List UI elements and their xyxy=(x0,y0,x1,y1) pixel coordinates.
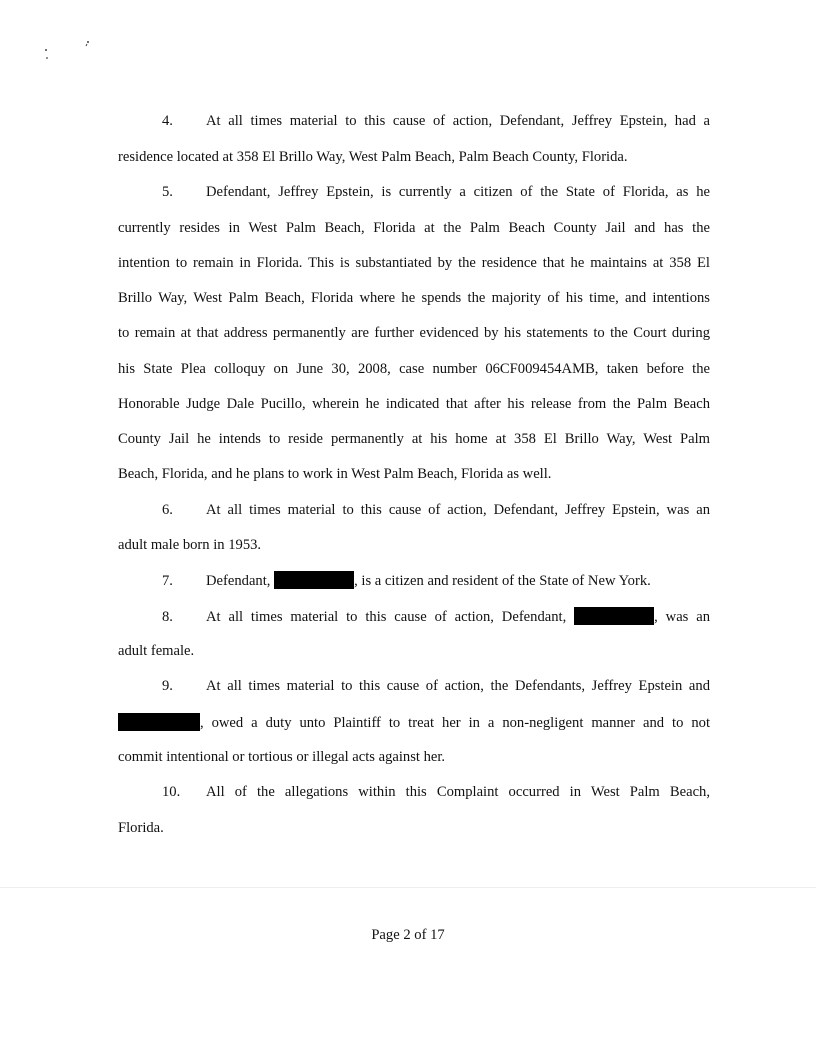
paragraph-5-line-3: intention to remain in Florida. This is substantiated by the residence that he maintains at 358 El xyxy=(118,255,710,271)
paragraph-6-line-2: adult male born in 1953. xyxy=(118,537,262,553)
scan-divider xyxy=(0,887,816,888)
paragraph-9-line-3: commit intentional or tortious or illegal acts against her. xyxy=(118,749,446,765)
paragraph-8-line-1: 8. At all times material to this cause of action, Defendant, , was an xyxy=(162,609,710,625)
paragraph-5-line-8: County Jail he intends to reside permanently at his home at 358 El Brillo Way, West Palm xyxy=(118,431,710,447)
page-number: Page 2 of 17 xyxy=(371,927,445,943)
scan-specks xyxy=(36,36,106,76)
paragraph-number: 10. xyxy=(162,784,181,800)
paragraph-4-line-2: residence located at 358 El Brillo Way, West Palm Beach, Palm Beach County, Florida. xyxy=(118,149,628,165)
redaction-box xyxy=(574,607,654,625)
paragraph-number: 6. xyxy=(162,502,173,518)
paragraph-number: 4. xyxy=(162,113,173,129)
redaction-box xyxy=(274,571,354,589)
paragraph-6-line-1: 6. At all times material to this cause of action, Defendant, Jeffrey Epstein, was an xyxy=(162,502,710,518)
paragraph-10-line-1: 10. All of the allegations within this Complaint occurred in West Palm Beach, xyxy=(162,784,710,800)
paragraph-5-line-2: currently resides in West Palm Beach, Florida at the Palm Beach County Jail and has the xyxy=(118,220,710,236)
paragraph-number: 8. xyxy=(162,609,173,625)
redaction-box xyxy=(118,713,200,731)
paragraph-4-line-1: 4. At all times material to this cause of action, Defendant, Jeffrey Epstein, had a xyxy=(162,113,710,129)
paragraph-5-line-5: to remain at that address permanently are further evidenced by his statements to the Court during xyxy=(118,325,710,341)
paragraph-number: 5. xyxy=(162,184,173,200)
paragraph-9-line-2: , owed a duty unto Plaintiff to treat her in a non-negligent manner and to not xyxy=(118,713,710,732)
paragraph-5-line-4: Brillo Way, West Palm Beach, Florida where he spends the majority of his time, and intentions xyxy=(118,290,710,306)
paragraph-5-line-9: Beach, Florida, and he plans to work in West Palm Beach, Florida as well. xyxy=(118,466,552,482)
paragraph-5-line-1: 5. Defendant, Jeffrey Epstein, is currently a citizen of the State of Florida, as he xyxy=(162,184,710,200)
paragraph-10-line-2: Florida. xyxy=(118,820,164,836)
paragraph-5-line-7: Honorable Judge Dale Pucillo, wherein he indicated that after his release from the Palm Beach xyxy=(118,396,710,412)
paragraph-9-line-1: 9. At all times material to this cause of action, the Defendants, Jeffrey Epstein and xyxy=(162,678,710,694)
paragraph-number: 7. xyxy=(162,573,173,589)
paragraph-number: 9. xyxy=(162,678,173,694)
paragraph-7-line-1: 7. Defendant, , is a citizen and resident of the State of New York. xyxy=(162,573,651,589)
paragraph-5-line-6: his State Plea colloquy on June 30, 2008, case number 06CF009454AMB, taken before the xyxy=(118,361,710,377)
paragraph-8-line-2: adult female. xyxy=(118,643,195,659)
